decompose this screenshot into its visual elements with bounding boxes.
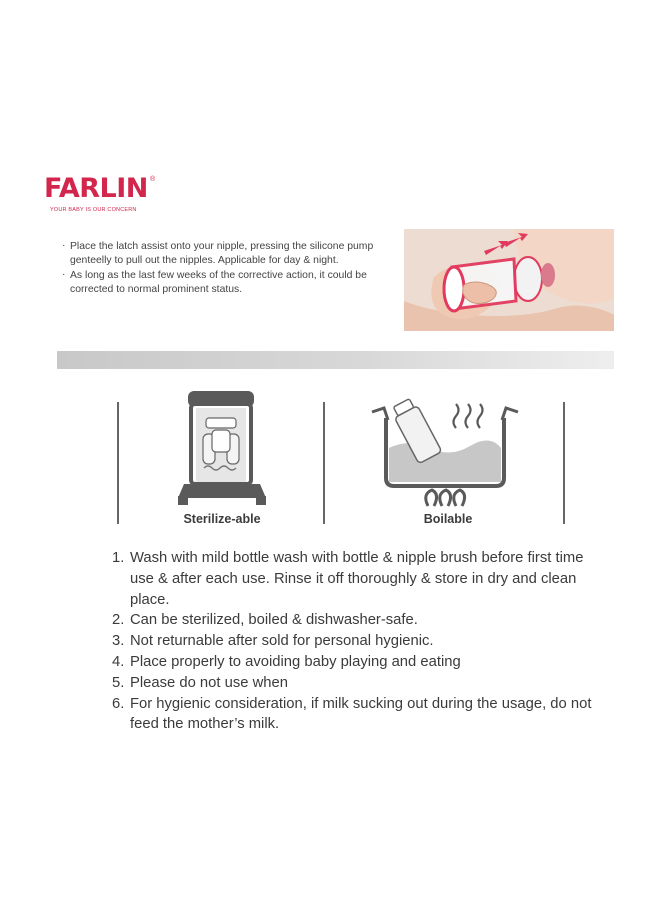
list-text: Please do not use when — [130, 674, 288, 691]
intro-item — [62, 240, 392, 269]
list-text: Not returnable after sold for personal hygienic. — [130, 633, 434, 650]
list-item — [112, 610, 592, 631]
list-item — [112, 548, 592, 610]
list-text: Can be sterilized, boiled & dishwasher-safe. — [130, 612, 418, 629]
list-item — [112, 652, 592, 673]
vertical-divider — [563, 402, 565, 524]
brand-logo — [44, 174, 174, 220]
list-number: 5. — [112, 674, 125, 691]
list-number: 6. — [112, 695, 125, 712]
care-instructions — [112, 548, 592, 735]
list-text: Wash with mild bottle wash with bottle & nipple brush before first time use & after each use. Rinse it off thoroughly & store in dry and clean place. — [130, 550, 584, 608]
usage-photo — [404, 229, 614, 331]
list-number: 3. — [112, 633, 125, 650]
list-number: 1. — [112, 550, 125, 566]
intro-item — [62, 269, 392, 298]
intro-text — [62, 240, 392, 297]
list-text: For hygienic consideration, if milk sucking out during the usage, do not feed the mother’s milk. — [130, 695, 592, 733]
list-text: Place properly to avoiding baby playing and eating — [130, 653, 461, 670]
list-item — [112, 631, 592, 652]
list-number: 2. — [112, 612, 125, 629]
registered-mark: ® — [150, 176, 156, 183]
list-item — [112, 673, 592, 694]
intro-item-text: Place the latch assist onto your nipple, pressing the silicone pump genteelly to pull out the nipples. Applicable for day & night. — [70, 241, 374, 267]
intro-item-text: As long as the last few weeks of the corrective action, it could be corrected to normal prominent status. — [70, 269, 367, 295]
vertical-divider — [323, 402, 325, 524]
bullet: · — [62, 268, 66, 280]
sterilizer-icon — [174, 388, 270, 506]
divider-band — [57, 351, 614, 369]
list-number: 4. — [112, 653, 125, 670]
boilable-label: Boilable — [423, 512, 473, 526]
list-item — [112, 694, 592, 736]
boiling-pot-icon — [370, 398, 520, 510]
vertical-divider — [117, 402, 119, 524]
brand-tagline: YOUR BABY IS OUR CONCERN — [50, 207, 137, 213]
sterilize-label: Sterilize-able — [183, 512, 261, 526]
bullet: · — [62, 240, 66, 251]
brand-name: FARLIN — [44, 173, 148, 204]
